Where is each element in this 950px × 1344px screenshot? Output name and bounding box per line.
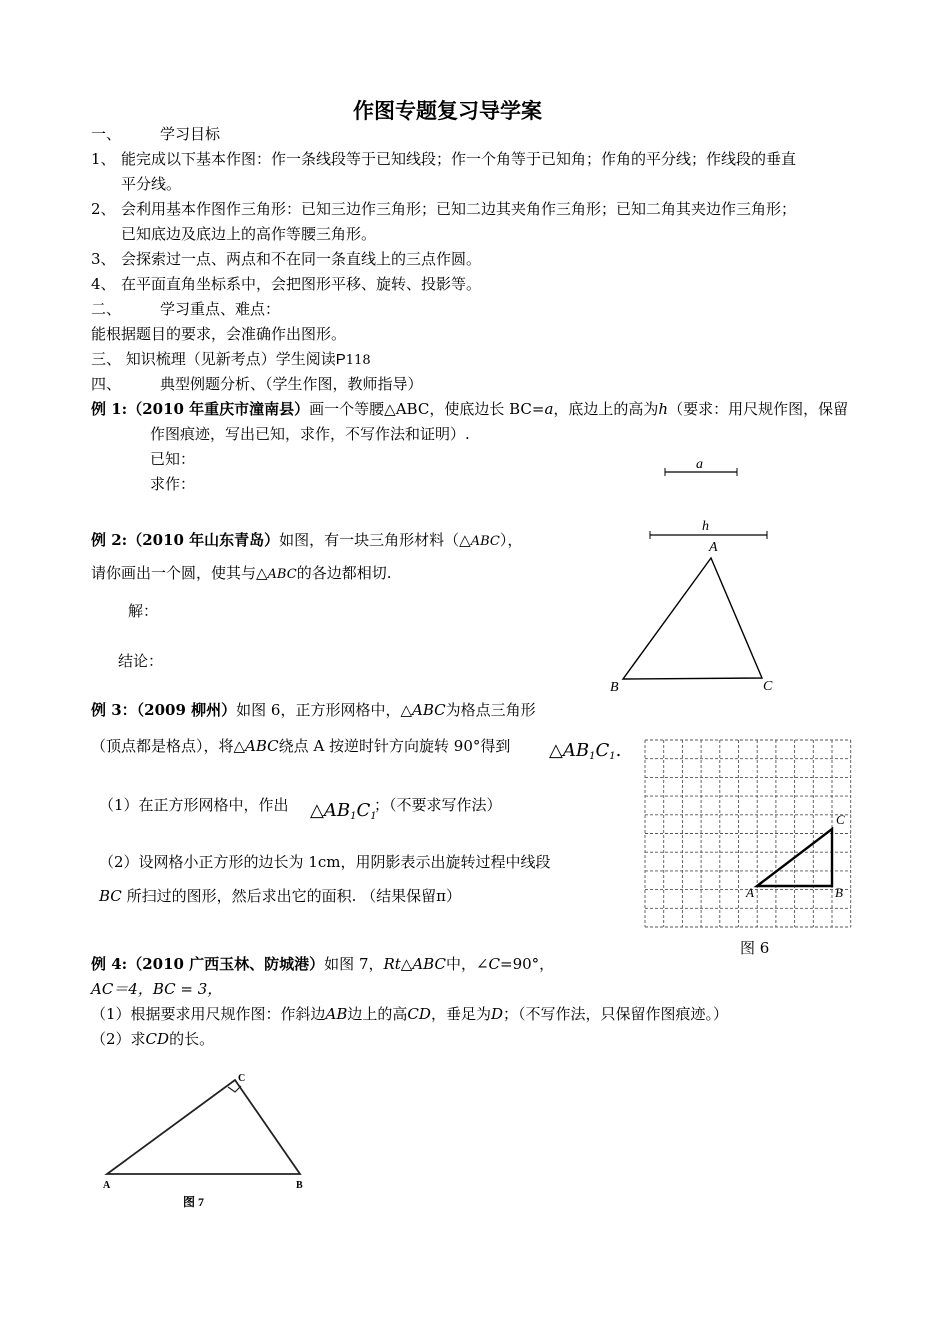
example4-q1c: ，垂足为 (430, 1005, 491, 1023)
goal-1-number: 1、 (91, 150, 116, 168)
example2-triangle-figure (605, 535, 805, 695)
section2-number: 二、 (91, 300, 122, 318)
goal-3-text: 会探索过一点、两点和不在同一条直线上的三点作圆。 (121, 250, 482, 268)
section4-number: 四、 (91, 375, 122, 393)
example4-right-triangle-figure (95, 1068, 335, 1218)
triangle-abc (623, 558, 762, 679)
section3-page-number: 118 (345, 353, 371, 368)
example3-line1 (91, 700, 536, 720)
example2-text2a: 请你画出一个圆，使其与△ (91, 564, 268, 582)
q1-tri-sub1: 1 (350, 811, 357, 822)
right-triangle-abc (107, 1080, 300, 1174)
tri-c: C (595, 740, 610, 761)
section3-page-p: P (335, 351, 346, 368)
fig7-vertex-c-label: C (238, 1073, 246, 1084)
example2-abc-2: ABC (267, 567, 297, 582)
example3-q2-text: （2）设网格小正方形的边长为 1cm，用阴影表示出旋转过程中线段 (99, 853, 551, 871)
example4-rt: Rt△ABC (383, 955, 446, 973)
tri-dot: . (615, 740, 622, 761)
example4-line1 (91, 954, 554, 974)
example4-text1c: =90°， (500, 955, 555, 973)
q1-tri-c: C (356, 800, 371, 821)
section1-number: 一、 (91, 125, 122, 143)
example3-text1: 如图 6，正方形网格中，△ (236, 701, 412, 719)
example2-label: 例 2:（2010 年山东青岛） (91, 531, 280, 549)
tri-ab: △AB (549, 740, 590, 761)
example4-line2: AC＝4，BC = 3， (91, 980, 223, 998)
example3-line2 (91, 736, 510, 756)
example1-text-a: 画一个等腰△ABC，使底边长 BC= (309, 400, 545, 418)
example4-q1e: ；（不写作法，只保留作图痕迹。） (502, 1005, 728, 1023)
example3-q2-tail: 所扫过的图形，然后求出它的面积. （结果保留π） (126, 887, 461, 905)
tri-sub2: 1 (609, 751, 616, 762)
example3-text2a: （顶点都是格点），将△ (91, 737, 246, 755)
section2-body: 能根据题目的要求，会准确作出图形。 (91, 325, 347, 343)
example3-q1-text: （1）在正方形网格中，作出 (99, 796, 289, 814)
example4-text1: 如图 7， (324, 955, 384, 973)
grid-vertex-b-label: B (835, 885, 843, 900)
q1-tri-ab: △AB (310, 800, 351, 821)
example4-q1a: （1）根据要求用尺规作图：作斜边 (91, 1005, 326, 1023)
section3-label: 三、 知识梳理（见新考点）学生阅读 (91, 350, 336, 368)
example2-text1b: ）， (499, 531, 523, 549)
example2-line2 (91, 563, 391, 585)
example2-abc: ABC (470, 534, 500, 549)
example4-q2a: （2）求 (91, 1030, 146, 1048)
goal-4-number: 4、 (91, 275, 116, 293)
example3-q2-line2 (99, 886, 461, 906)
example3-triangle-ab1c1 (549, 741, 621, 767)
segment-h-label: h (702, 519, 709, 534)
example3-text1b: 为格点三角形 (445, 701, 536, 719)
tri-sub1: 1 (589, 751, 596, 762)
example4-q1-d: D (490, 1005, 503, 1023)
example1-known: 已知： (150, 450, 196, 468)
section4-heading: 典型例题分析、（学生作图，教师指导） (160, 375, 423, 393)
vertex-c-label: C (763, 679, 773, 694)
goal-4-text: 在平面直角坐标系中，会把图形平移、旋转、投影等。 (121, 275, 482, 293)
goal-1-continuation: 平分线。 (121, 175, 182, 193)
vertex-a-label: A (709, 540, 718, 555)
example4-q1-ab: AB (325, 1005, 348, 1023)
goal-2-continuation: 已知底边及底边上的高作等腰三角形。 (121, 225, 377, 243)
example2-text2b: 的各边都相切. (296, 564, 392, 582)
example4-q2 (91, 1029, 214, 1049)
example3-abc-2: ABC (245, 737, 279, 755)
example1-text-b: ，底边上的高为 (553, 400, 659, 418)
goal-1-text: 能完成以下基本作图：作一条线段等于已知线段；作一个角等于已知角；作角的平分线；作线段的垂直 (121, 150, 797, 168)
example3-q1-triangle (310, 801, 377, 827)
segment-a-label: a (696, 457, 703, 472)
figure6-caption: 图 6 (740, 939, 770, 957)
example4-q2b: 的长。 (169, 1030, 215, 1048)
example4-q1b: 边上的高 (347, 1005, 408, 1023)
section1-heading: 学习目标 (160, 125, 221, 143)
grid-vertex-c-label: C (836, 812, 845, 827)
section2-heading: 学习重点、难点： (160, 300, 281, 318)
goal-3-number: 3、 (91, 250, 116, 268)
example4-text1b: 中，∠ (445, 955, 489, 973)
figure7-caption: 图 7 (183, 1195, 205, 1209)
example1-text-c: （要求：用尺规作图，保留 (668, 400, 849, 418)
page-title: 作图专题复习导学案 (353, 98, 542, 123)
goal-2-number: 2、 (91, 200, 116, 218)
example3-q2-var: BC (99, 887, 122, 905)
example1-label: 例 1:（2010 年重庆市潼南县） (91, 400, 310, 418)
example2-line1 (91, 530, 522, 552)
example3-q1-tail: ；（不要求写作法） (374, 796, 502, 814)
section3-text (91, 349, 371, 371)
grid-vertex-a-label: A (746, 885, 754, 900)
example1-segments (640, 450, 780, 540)
example4-c: C (488, 955, 501, 973)
example2-text1: 如图，有一块三角形材料（△ (279, 531, 471, 549)
example1-find: 求作： (150, 475, 196, 493)
goal-2-text: 会利用基本作图作三角形：已知三边作三角形；已知二边其夹角作三角形；已知二角其夹边作三角形； (121, 200, 797, 218)
example2-solve: 解： (128, 602, 159, 620)
example1-var-a: a (544, 400, 554, 418)
example1-var-h: h (658, 400, 669, 418)
fig7-vertex-a-label: A (103, 1180, 111, 1191)
example1-line1 (91, 399, 848, 419)
example3-label: 例 3：（2009 柳州） (91, 701, 237, 719)
vertex-b-label: B (610, 680, 619, 695)
fig7-vertex-b-label: B (296, 1180, 303, 1191)
example4-label: 例 4:（2010 广西玉林、防城港） (91, 955, 325, 973)
example1-line2: 作图痕迹，写出已知，求作，不写作法和证明）. (150, 425, 470, 443)
example4-q2-cd: CD (145, 1030, 170, 1048)
example3-abc: ABC (412, 701, 446, 719)
example2-conclusion: 结论： (118, 652, 164, 670)
example4-q1-cd: CD (407, 1005, 431, 1023)
example4-q1 (91, 1004, 728, 1024)
example3-grid-figure (640, 735, 855, 930)
q1-tri-sub2: 1 (370, 811, 377, 822)
example3-text2b: 绕点 A 按逆时针方向旋转 90°得到 (278, 737, 511, 755)
